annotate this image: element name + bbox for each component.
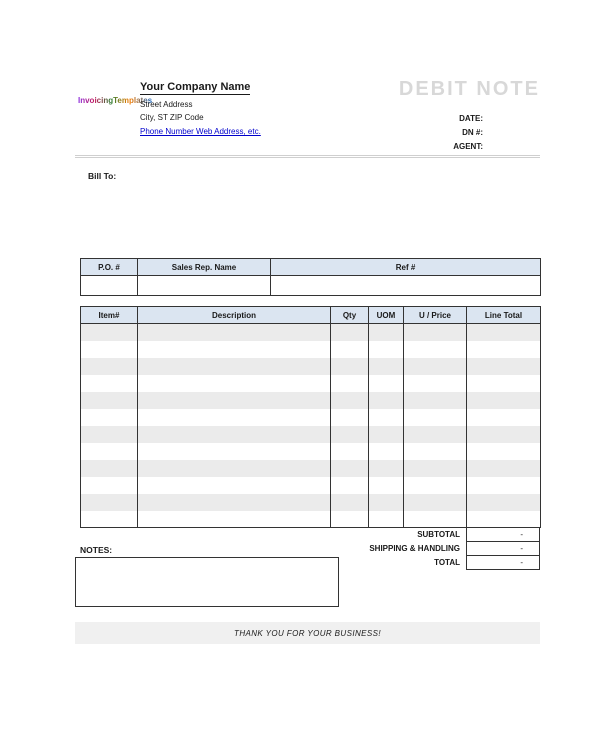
item-cell <box>138 511 331 528</box>
item-cell <box>404 477 467 494</box>
item-row <box>81 341 541 358</box>
item-cell <box>467 494 541 511</box>
item-cell <box>331 460 369 477</box>
items-header-description: Description <box>138 307 331 324</box>
summary-label-shipping: SHIPPING & HANDLING <box>369 544 460 553</box>
company-street: Street Address <box>140 100 193 109</box>
item-cell <box>331 443 369 460</box>
brand-logo: InvoicingTemplates <box>78 96 153 105</box>
items-table-body <box>81 324 541 528</box>
item-row <box>81 358 541 375</box>
item-cell <box>369 460 404 477</box>
item-cell <box>404 341 467 358</box>
item-cell <box>404 494 467 511</box>
item-cell <box>81 324 138 341</box>
company-city: City, ST ZIP Code <box>140 113 204 122</box>
item-cell <box>369 375 404 392</box>
item-cell <box>138 324 331 341</box>
item-cell <box>369 358 404 375</box>
item-cell <box>404 443 467 460</box>
item-cell <box>404 460 467 477</box>
document-title: DEBIT NOTE <box>398 78 540 100</box>
item-row <box>81 460 541 477</box>
item-cell <box>467 443 541 460</box>
item-cell <box>81 409 138 426</box>
item-row <box>81 477 541 494</box>
item-row <box>81 494 541 511</box>
item-cell <box>467 392 541 409</box>
ref-header-row <box>81 259 541 276</box>
item-cell <box>404 324 467 341</box>
item-cell <box>81 375 138 392</box>
item-row <box>81 324 541 341</box>
summary-row-shipping <box>80 541 540 556</box>
item-cell <box>331 341 369 358</box>
ref-header-po: P.O. # <box>81 259 138 276</box>
item-cell <box>331 358 369 375</box>
item-row <box>81 375 541 392</box>
item-cell <box>467 477 541 494</box>
company-name: Your Company Name <box>140 81 251 93</box>
item-cell <box>331 392 369 409</box>
item-cell <box>369 494 404 511</box>
item-cell <box>331 477 369 494</box>
ref-header-rep: Sales Rep. Name <box>138 259 271 276</box>
item-cell <box>138 477 331 494</box>
bill-to-label: Bill To: <box>88 171 117 181</box>
item-cell <box>404 426 467 443</box>
item-cell <box>467 341 541 358</box>
item-cell <box>467 511 541 528</box>
item-row <box>81 443 541 460</box>
summary-label-subtotal: SUBTOTAL <box>417 530 460 539</box>
item-cell <box>81 494 138 511</box>
company-contact-link[interactable]: Phone Number Web Address, etc. <box>140 127 261 136</box>
item-cell <box>467 409 541 426</box>
ref-table <box>80 258 541 296</box>
item-row <box>81 426 541 443</box>
item-cell <box>138 375 331 392</box>
item-row <box>81 392 541 409</box>
item-cell <box>467 358 541 375</box>
items-header-uom: UOM <box>369 307 404 324</box>
summary-row-subtotal <box>80 527 540 542</box>
item-cell <box>138 409 331 426</box>
summary-value-subtotal: - <box>466 527 540 542</box>
item-cell <box>81 477 138 494</box>
item-cell <box>331 494 369 511</box>
item-cell <box>404 511 467 528</box>
meta-label-dn: DN #: <box>462 128 483 137</box>
item-cell <box>81 341 138 358</box>
item-cell <box>369 477 404 494</box>
ref-cell-ref <box>271 276 541 296</box>
ref-cell-rep <box>138 276 271 296</box>
item-cell <box>331 426 369 443</box>
ref-cell-po <box>81 276 138 296</box>
items-header-item: Item# <box>81 307 138 324</box>
item-cell <box>369 324 404 341</box>
items-table <box>80 306 541 528</box>
item-cell <box>404 358 467 375</box>
ref-data-row <box>81 276 541 296</box>
item-cell <box>81 511 138 528</box>
item-cell <box>138 358 331 375</box>
notes-label: NOTES: <box>80 545 113 555</box>
item-cell <box>138 460 331 477</box>
item-cell <box>81 460 138 477</box>
item-cell <box>467 426 541 443</box>
item-cell <box>467 375 541 392</box>
item-cell <box>81 392 138 409</box>
item-cell <box>81 426 138 443</box>
footer-message: THANK YOU FOR YOUR BUSINESS! <box>234 628 381 638</box>
header-divider <box>75 155 540 158</box>
summary-value-total: - <box>466 555 540 570</box>
item-cell <box>138 426 331 443</box>
summary-label-total: TOTAL <box>434 558 460 567</box>
meta-block <box>453 112 483 154</box>
item-cell <box>369 409 404 426</box>
meta-label-agent: AGENT: <box>453 142 483 151</box>
item-cell <box>404 392 467 409</box>
summary-value-shipping: - <box>466 541 540 556</box>
item-cell <box>331 511 369 528</box>
item-cell <box>369 443 404 460</box>
ref-header-ref: Ref # <box>271 259 541 276</box>
item-cell <box>467 460 541 477</box>
item-cell <box>331 409 369 426</box>
item-row <box>81 409 541 426</box>
item-cell <box>404 409 467 426</box>
item-cell <box>81 358 138 375</box>
item-row <box>81 511 541 528</box>
item-cell <box>404 375 467 392</box>
item-cell <box>331 375 369 392</box>
item-cell <box>81 443 138 460</box>
item-cell <box>369 341 404 358</box>
items-header-qty: Qty <box>331 307 369 324</box>
footer-bar <box>75 622 540 644</box>
meta-label-date: DATE: <box>459 114 483 123</box>
item-cell <box>331 324 369 341</box>
item-cell <box>138 341 331 358</box>
item-cell <box>138 392 331 409</box>
item-cell <box>369 511 404 528</box>
item-cell <box>138 494 331 511</box>
notes-box <box>75 557 339 607</box>
items-header-linetotal: Line Total <box>467 307 541 324</box>
item-cell <box>467 324 541 341</box>
item-cell <box>369 392 404 409</box>
items-header-row <box>81 307 541 324</box>
items-header-uprice: U / Price <box>404 307 467 324</box>
item-cell <box>138 443 331 460</box>
item-cell <box>369 426 404 443</box>
